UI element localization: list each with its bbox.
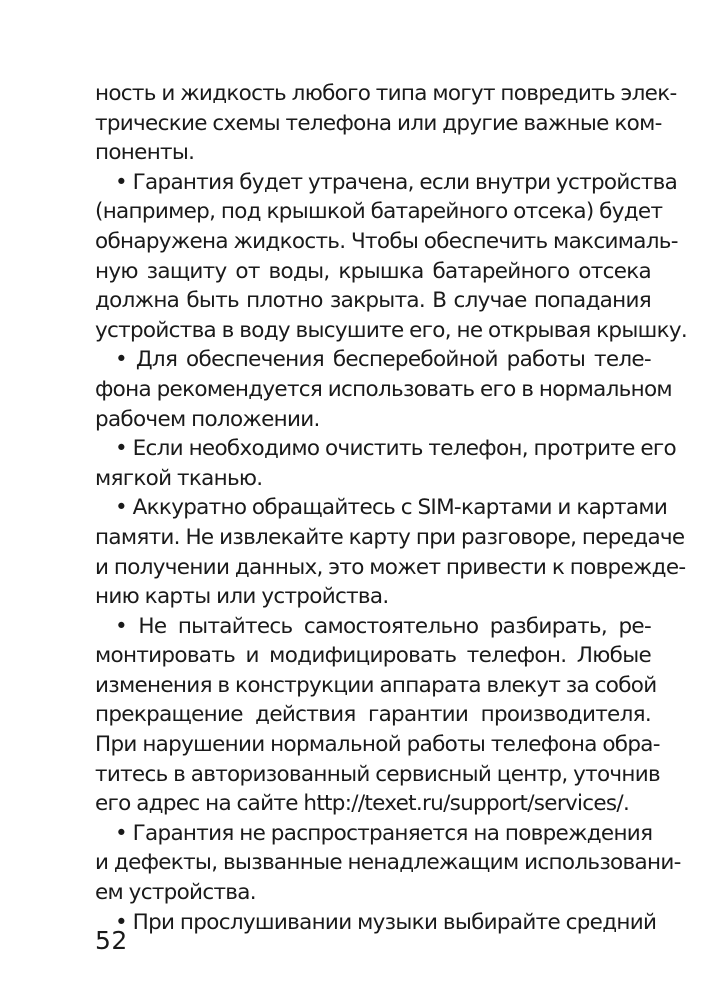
page-number: 52 <box>95 926 128 955</box>
text-line: • Для обеспечения бесперебойной работы теле- <box>115 347 651 373</box>
text-line: поненты. <box>95 140 195 166</box>
text-line: прекращение действия гарантии производителя. <box>95 702 651 728</box>
text-line: При нарушении нормальной работы телефона обра- <box>95 732 660 758</box>
text-line: рабочем положении. <box>95 406 320 432</box>
text-line: должна быть плотно закрыта. В случае попадания <box>95 288 651 314</box>
bullet-paragraph <box>95 168 688 346</box>
bullet-paragraph <box>95 493 686 611</box>
bullet-paragraph <box>95 908 657 938</box>
text-line: • Если необходимо очистить телефон, протрите его <box>115 436 676 462</box>
text-line: ную защиту от воды, крышка батарейного отсека <box>95 258 651 284</box>
text-line: (например, под крышкой батарейного отсека) будет <box>95 199 663 225</box>
text-line: ность и жидкость любого типа могут повредить элек- <box>95 81 677 106</box>
text-line: • При прослушивании музыки выбирайте средний <box>115 909 657 935</box>
bullet-paragraph <box>95 612 661 819</box>
text-line: • Гарантия не распространяется на повреждения <box>115 820 653 846</box>
text-line: обнаружена жидкость. Чтобы обеспечить максималь- <box>95 228 678 254</box>
text-line: • Не пытайтесь самостоятельно разбирать, ре- <box>115 613 651 639</box>
text-line: его адрес на сайте http://texet.ru/support/services/. <box>95 791 630 817</box>
text-line: и получении данных, это может привести к поврежде- <box>95 554 686 580</box>
text-line: устройства в воду высушите его, не открывая крышку. <box>95 317 688 343</box>
bullet-paragraph <box>95 434 676 493</box>
text-line: и дефекты, вызванные ненадлежащим использовани- <box>95 850 681 876</box>
bullet-paragraph <box>95 345 672 434</box>
text-line: фона рекомендуется использовать его в нормальном <box>95 376 672 402</box>
text-line: памяти. Не извлекайте карту при разговоре, передаче <box>95 524 685 550</box>
text-line: монтировать и модифицировать телефон. Любые <box>95 643 651 669</box>
paragraph <box>95 79 677 168</box>
text-line: титесь в авторизованный сервисный центр, уточнив <box>95 761 661 787</box>
text-line: нию карты или устройства. <box>95 584 389 610</box>
text-line: трические схемы телефона или другие важные ком- <box>95 110 662 136</box>
page-body-text <box>95 79 688 937</box>
bullet-paragraph <box>95 819 681 908</box>
text-line: • Гарантия будет утрачена, если внутри устройства <box>115 169 678 195</box>
text-line: • Аккуратно обращайтесь с SIM-картами и картами <box>115 495 668 521</box>
text-line: изменения в конструкции аппарата влекут за собой <box>95 672 657 698</box>
text-line: мягкой тканью. <box>95 465 263 491</box>
text-line: ем устройства. <box>95 880 256 906</box>
